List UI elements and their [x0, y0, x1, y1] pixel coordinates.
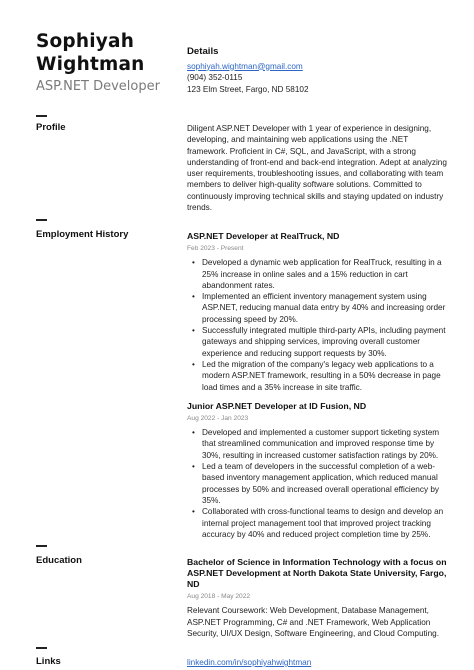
email-link[interactable]: sophiyah.wightman@gmail.com	[187, 61, 303, 71]
links-title: Links	[36, 656, 61, 667]
bullet-item: • Developed and implemented a customer support ticketing system that streamlined communication and improved response time by 30%, resulting in increased customer satisfaction ratings by 20%.	[187, 427, 449, 461]
address: 123 Elm Street, Fargo, ND 58102	[187, 84, 309, 94]
bullet-item: • Led the migration of the company's legacy web applications to a modern ASP.NET framework, resulting in a 50% decrease in page load times and a 35% increase in site traffic.	[187, 359, 449, 393]
education-title: Education	[36, 555, 82, 566]
section-rule	[36, 647, 47, 649]
bullet-item: • Led a team of developers in the successful completion of a web-based inventory management application, which reduced manual processes by 50% and increased overall operational efficiency by 35%.	[187, 461, 449, 506]
phone-number: (904) 352-0115	[187, 73, 243, 82]
degree-title: Bachelor of Science in Information Technology with a focus on ASP.NET Development at North Dakota State University, Fargo, ND	[187, 557, 447, 589]
job-title: ASP.NET Developer at RealTruck, ND	[187, 231, 340, 241]
section-rule	[36, 115, 47, 117]
bullet-item: • Implemented an efficient inventory management system using ASP.NET, reducing manual data entry by 40% and increasing order processing speed by 20%.	[187, 291, 449, 325]
profile-title: Profile	[36, 122, 66, 133]
linkedin-link[interactable]: linkedin.com/in/sophiyahwightman	[187, 658, 312, 667]
job-dates: Feb 2023 - Present	[187, 245, 244, 252]
job-bullets	[187, 257, 449, 393]
employment-title: Employment History	[36, 229, 129, 240]
bullet-item: • Developed a dynamic web application for RealTruck, resulting in a 25% increase in online sales and a 15% reduction in cart abandonment rates.	[187, 257, 449, 291]
resume-header	[36, 30, 176, 94]
job-entry	[187, 231, 449, 393]
job-role: ASP.NET Developer	[36, 79, 160, 94]
details-section	[187, 46, 457, 95]
employment-list	[187, 231, 449, 540]
section-rule	[36, 545, 47, 547]
job-entry	[187, 401, 449, 540]
bullet-item: • Collaborated with cross-functional teams to design and develop an internal project management tool that improved project tracking accuracy by 40% and reduced project completion time by 25%.	[187, 506, 449, 540]
coursework-text: Relevant Coursework: Web Development, Database Management, ASP.NET Programming, C# and .NET Framework, Web Application Security, UI/UX Design, Software Engineering, and Cloud Computing.	[187, 606, 439, 638]
job-dates: Aug 2022 - Jan 2023	[187, 414, 249, 422]
links-list	[187, 657, 449, 668]
profile-text: Diligent ASP.NET Developer with 1 year of experience in designing, developing, and maintaining web applications using the .NET framework. Proficient in C#, SQL, and JavaScript, with a strong understanding of front-end and back-end integration. Adept at analyzing user requirements, troubleshooting issues, and collaborating with team members to deliver high-quality software solutions. Committed to continuously improving technical skills and staying updated on industry trends.	[187, 124, 447, 213]
section-rule	[36, 219, 47, 221]
education-entry	[187, 557, 449, 639]
bullet-item: • Successfully integrated multiple third-party APIs, including payment gateways and shipping services, improving overall customer experience and reducing support requests by 30%.	[187, 325, 449, 359]
last-name: Wightman	[36, 54, 145, 75]
job-title: Junior ASP.NET Developer at ID Fusion, ND	[187, 400, 367, 411]
job-bullets	[187, 427, 449, 540]
details-title: Details	[187, 46, 219, 57]
education-dates: Aug 2018 - May 2022	[187, 593, 251, 600]
first-name: Sophiyah	[36, 31, 135, 52]
